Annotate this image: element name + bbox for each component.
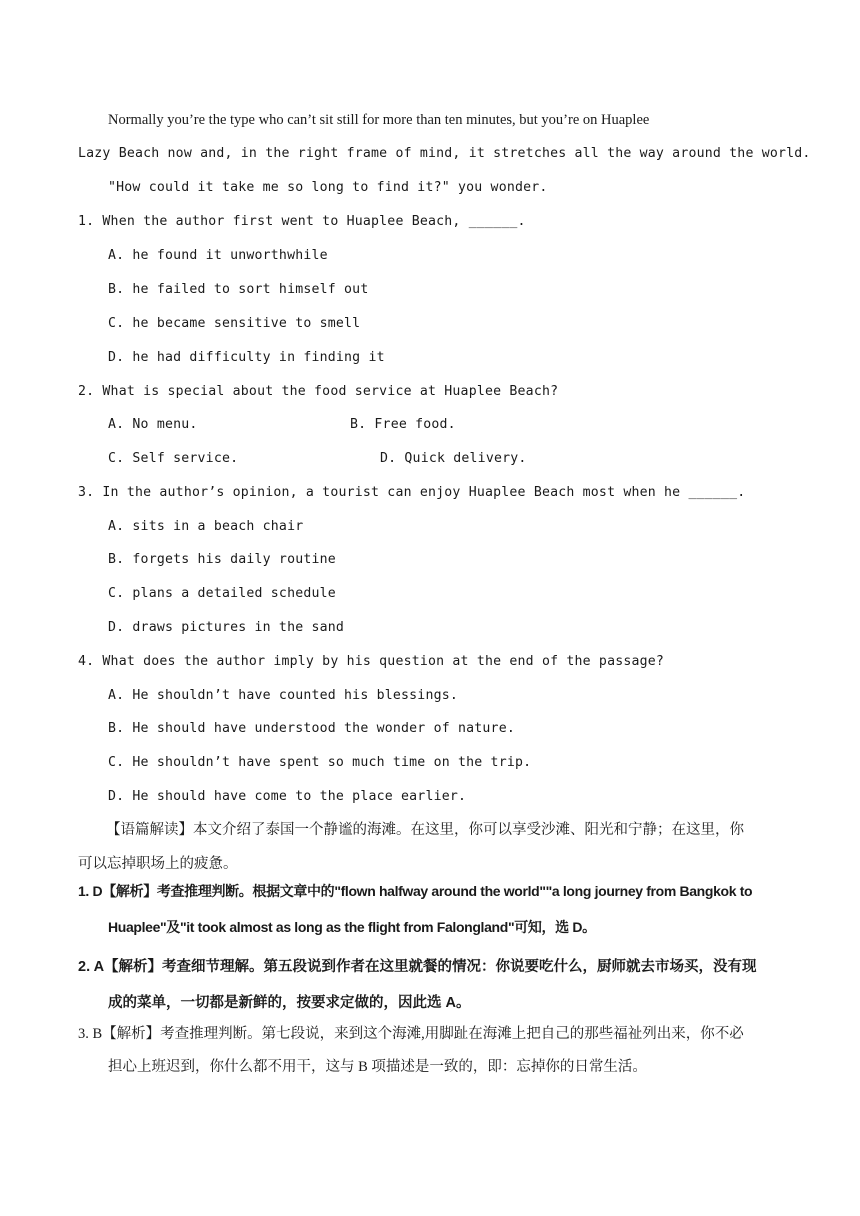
question-stem: 4. What does the author imply by his question at the end of the passage? [78, 654, 665, 669]
question-option: B. Free food. [350, 417, 456, 432]
question-option: D. Quick delivery. [380, 451, 527, 466]
answer-explanation: 2. A【解析】考查细节理解。第五段说到作者在这里就餐的情况：你说要吃什么，厨师就去市场买，没有现 [78, 959, 757, 975]
passage-paragraph-line: Lazy Beach now and, in the right frame of mind, it stretches all the way around the world. [78, 146, 811, 161]
question-option: A. He shouldn’t have counted his blessings. [108, 688, 459, 703]
question-option: B. forgets his daily routine [108, 552, 336, 567]
question-option: D. He should have come to the place earlier. [108, 789, 467, 804]
answer-explanation: 成的菜单，一切都是新鲜的，按要求定做的，因此选 A。 [108, 995, 471, 1011]
question-option: B. He should have understood the wonder of nature. [108, 721, 515, 736]
question-stem: 2. What is special about the food service at Huaplee Beach? [78, 384, 559, 399]
question-option: C. He shouldn’t have spent so much time on the trip. [108, 755, 532, 770]
answer-explanation: 3. B【解析】考查推理判断。第七段说，来到这个海滩,用脚趾在海滩上把自己的那些福祉列出来，你不必 [78, 1026, 744, 1042]
question-option: C. plans a detailed schedule [108, 586, 336, 601]
question-option: B. he failed to sort himself out [108, 282, 369, 297]
answer-explanation: 担心上班迟到，你什么都不用干，这与 B 项描述是一致的，即：忘掉你的日常生活。 [108, 1059, 647, 1075]
answer-explanation: Huaplee"及"it took almost as long as the flight from Falongland"可知，选 D。 [108, 919, 596, 935]
passage-paragraph-line: Normally you’re the type who can’t sit still for more than ten minutes, but you’re on Huaplee [108, 112, 650, 128]
question-option: A. No menu. [108, 417, 198, 432]
answer-explanation: 1. D【解析】考查推理判断。根据文章中的"flown halfway around the world""a long journey from Bangkok to [78, 883, 753, 899]
passage-summary: 可以忘掉职场上的疲惫。 [78, 856, 238, 872]
question-stem: 1. When the author first went to Huaplee Beach, ______. [78, 214, 526, 229]
question-stem: 3. In the author’s opinion, a tourist can enjoy Huaplee Beach most when he ______. [78, 485, 746, 500]
passage-summary: 【语篇解读】本文介绍了泰国一个静谧的海滩。在这里，你可以享受沙滩、阳光和宁静；在这里，你 [106, 822, 744, 838]
question-option: A. he found it unworthwhile [108, 248, 328, 263]
question-option: D. draws pictures in the sand [108, 620, 345, 635]
question-option: C. he became sensitive to smell [108, 316, 361, 331]
question-option: D. he had difficulty in finding it [108, 350, 385, 365]
passage-paragraph-line: "How could it take me so long to find it?" you wonder. [108, 180, 548, 195]
question-option: C. Self service. [108, 451, 239, 466]
question-option: A. sits in a beach chair [108, 519, 304, 534]
